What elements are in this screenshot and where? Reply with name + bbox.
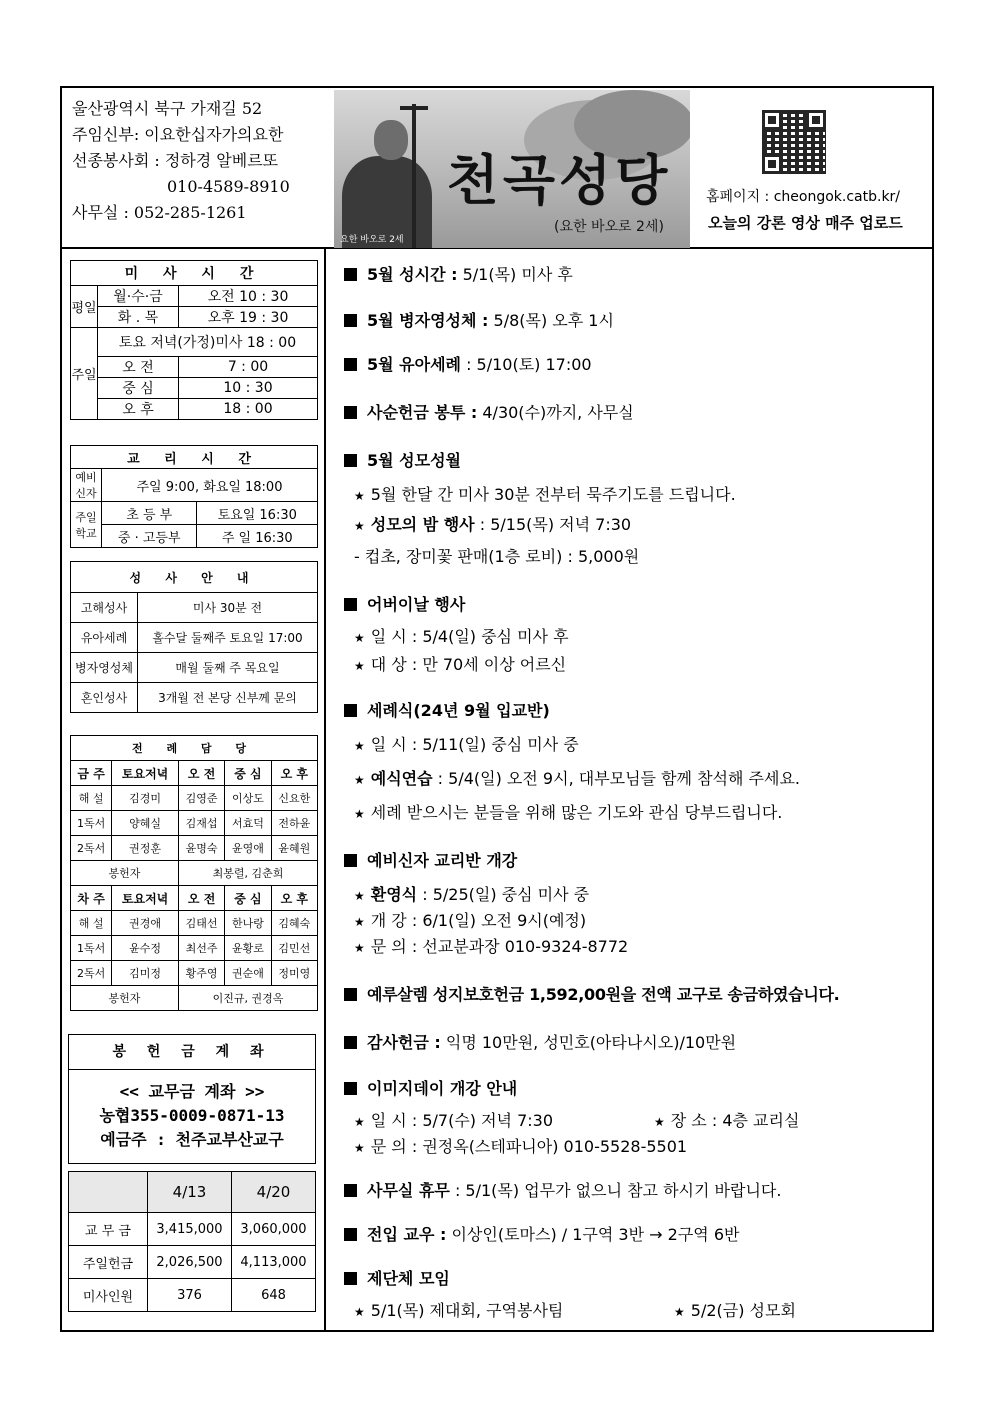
square-bullet-icon	[344, 1228, 357, 1241]
liturgy-title: 전 례 담 당	[71, 736, 318, 761]
qr-code-icon[interactable]	[762, 110, 826, 174]
mass-times-table: 미 사 시 간 평일 월·수·금 오전 10 : 30 화 . 목 오후 19 : 30 주일 토요 저녁(가정)미사 18 : 00 오 전 7 : 00 중 심 10 : 30 오 후 18 : 00	[70, 260, 318, 420]
square-bullet-icon	[344, 1272, 357, 1285]
liturgy-table: 전 례 담 당 금 주 토요저녁 오 전 중 심 오 후 해 설 김경미 김영준 이상도 신요한 1독서 양혜실 김재섭 서효덕 전하윤 2독서 권정훈 윤명숙 윤영애 윤혜원 봉헌자 최봉렬, 김춘희 차 주 토요저녁 오 전 중 심 오 후 해 설 권경애 김태선 한나랑 김혜숙 1독서 윤수정 최선주 윤황로 김민선 2독서 김미정 황주영 권순애 정미영 봉헌자 이진규, 권경옥	[70, 735, 318, 1011]
square-bullet-icon	[344, 1082, 357, 1095]
church-banner	[334, 90, 690, 248]
church-title: 천곡성당	[446, 149, 672, 212]
notice-sick-communion: 5월 병자영성체 : 5/8(목) 오후 1시	[344, 308, 614, 331]
square-bullet-icon	[344, 1184, 357, 1197]
table-row: 미사인원 376 648	[69, 1279, 316, 1312]
star-icon: ★	[354, 773, 365, 787]
notice-jerusalem-offering: 예루살렘 성지보호헌금 1,592,00원을 전액 교구로 송금하였습니다.	[344, 982, 839, 1005]
table-row: 해 설 김경미 김영준 이상도 신요한	[71, 786, 318, 811]
table-row: 해 설 권경애 김태선 한나랑 김혜숙	[71, 911, 318, 936]
notice-lent-envelope: 사순헌금 봉투 : 4/30(수)까지, 사무실	[344, 400, 634, 423]
star-icon: ★	[354, 739, 365, 753]
notice-marian-month: 5월 성모성월	[344, 448, 461, 471]
pastor: 주임신부: 이요한십자가의요한	[72, 125, 284, 144]
notice-office-closed: 사무실 휴무 : 5/1(목) 업무가 없으니 참고 하시기 바랍니다.	[344, 1178, 781, 1201]
mass-times-title: 미 사 시 간	[71, 261, 318, 286]
star-icon: ★	[674, 1305, 685, 1319]
notice-parents-day: 어버이날 행사	[344, 592, 465, 615]
upload-note: 오늘의 강론 영상 매주 업로드	[708, 214, 903, 232]
catechism-table: 교 리 시 간 예비 신자 주일 9:00, 화요일 18:00 주일 학교 초 등 부 토요일 16:30 중 · 고등부 주 일 16:30	[70, 445, 318, 548]
square-bullet-icon	[344, 268, 357, 281]
offering-account-box: 봉 헌 금 계 좌 << 교무금 계좌 >> 농협355-0009-0871-13 예금주 : 천주교부산교구	[68, 1034, 316, 1164]
star-icon: ★	[354, 1305, 365, 1319]
square-bullet-icon	[344, 1036, 357, 1049]
table-row: 1독서 양혜실 김재섭 서효덕 전하윤	[71, 811, 318, 836]
star-icon: ★	[354, 489, 365, 503]
square-bullet-icon	[344, 314, 357, 327]
square-bullet-icon	[344, 406, 357, 419]
star-icon: ★	[354, 941, 365, 955]
sacraments-title: 성 사 안 내	[71, 562, 318, 593]
notice-infant-baptism: 5월 유아세례 : 5/10(토) 17:00	[344, 352, 592, 375]
account-number: 농협355-0009-0871-13	[99, 1106, 285, 1125]
saturday-mass: 토요 저녁(가정)미사 18 : 00	[98, 328, 318, 357]
image-caption: 요한 바오로 2세	[340, 235, 404, 245]
offerings-table: 4/13 4/20 교 무 금 3,415,000 3,060,000 주일헌금 2,026,500 4,113,000 미사인원 376 648	[68, 1171, 316, 1312]
office-phone: 사무실 : 052-285-1261	[72, 203, 247, 222]
star-icon: ★	[354, 807, 365, 821]
table-row: 주일헌금 2,026,500 4,113,000	[69, 1246, 316, 1279]
parish-info	[72, 96, 332, 226]
table-row: 교 무 금 3,415,000 3,060,000	[69, 1213, 316, 1246]
table-row: 2독서 권정훈 윤명숙 윤영애 윤혜원	[71, 836, 318, 861]
homepage-link[interactable]: 홈페이지 : cheongok.catb.kr/	[706, 189, 901, 205]
notice-catechumen-class: 예비신자 교리반 개강	[344, 848, 517, 871]
square-bullet-icon	[344, 454, 357, 467]
address: 울산광역시 북구 가재길 52	[72, 99, 263, 118]
notice-new-parishioner: 전입 교우 : 이상인(토마스) / 1구역 3반 → 2구역 6반	[344, 1222, 739, 1245]
notice-group-meetings: 제단체 모임	[344, 1266, 450, 1289]
notice-holy-hour: 5월 성시간 : 5/1(목) 미사 후	[344, 262, 573, 285]
star-icon: ★	[354, 659, 365, 673]
notice-imageday: 이미지데이 개강 안내	[344, 1076, 517, 1099]
star-icon: ★	[354, 519, 365, 533]
table-row: 2독서 김미정 황주영 권순애 정미영	[71, 961, 318, 986]
table-row: 1독서 윤수정 최선주 윤황로 김민선	[71, 936, 318, 961]
sunday-label: 주일	[71, 328, 98, 420]
sacraments-table: 성 사 안 내 고해성사 미사 30분 전 유아세례 홀수달 둘째주 토요일 17:00 병자영성체 매월 둘째 주 목요일 혼인성사 3개월 전 본당 신부께 문의	[70, 561, 318, 713]
square-bullet-icon	[344, 988, 357, 1001]
star-icon: ★	[354, 1115, 365, 1129]
weekday-label: 평일	[71, 286, 98, 328]
square-bullet-icon	[344, 358, 357, 371]
square-bullet-icon	[344, 854, 357, 867]
star-icon: ★	[654, 1115, 665, 1129]
square-bullet-icon	[344, 598, 357, 611]
council-phone: 010-4589-8910	[167, 177, 290, 196]
column-divider	[324, 248, 326, 1332]
catechism-title: 교 리 시 간	[71, 446, 318, 469]
notice-baptism: 세례식(24년 9월 입교반)	[344, 698, 550, 721]
star-icon: ★	[354, 1141, 365, 1155]
church-subtitle: (요한 바오로 2세)	[554, 219, 664, 235]
account-title: 봉 헌 금 계 좌	[69, 1035, 315, 1070]
council: 선종봉사회 : 정하경 알베르또	[72, 151, 279, 170]
notice-thanks-offering: 감사헌금 : 익명 10만원, 성민호(아타나시오)/10만원	[344, 1030, 736, 1053]
cross-icon	[400, 106, 428, 110]
square-bullet-icon	[344, 704, 357, 717]
star-icon: ★	[354, 889, 365, 903]
star-icon: ★	[354, 915, 365, 929]
star-icon: ★	[354, 631, 365, 645]
